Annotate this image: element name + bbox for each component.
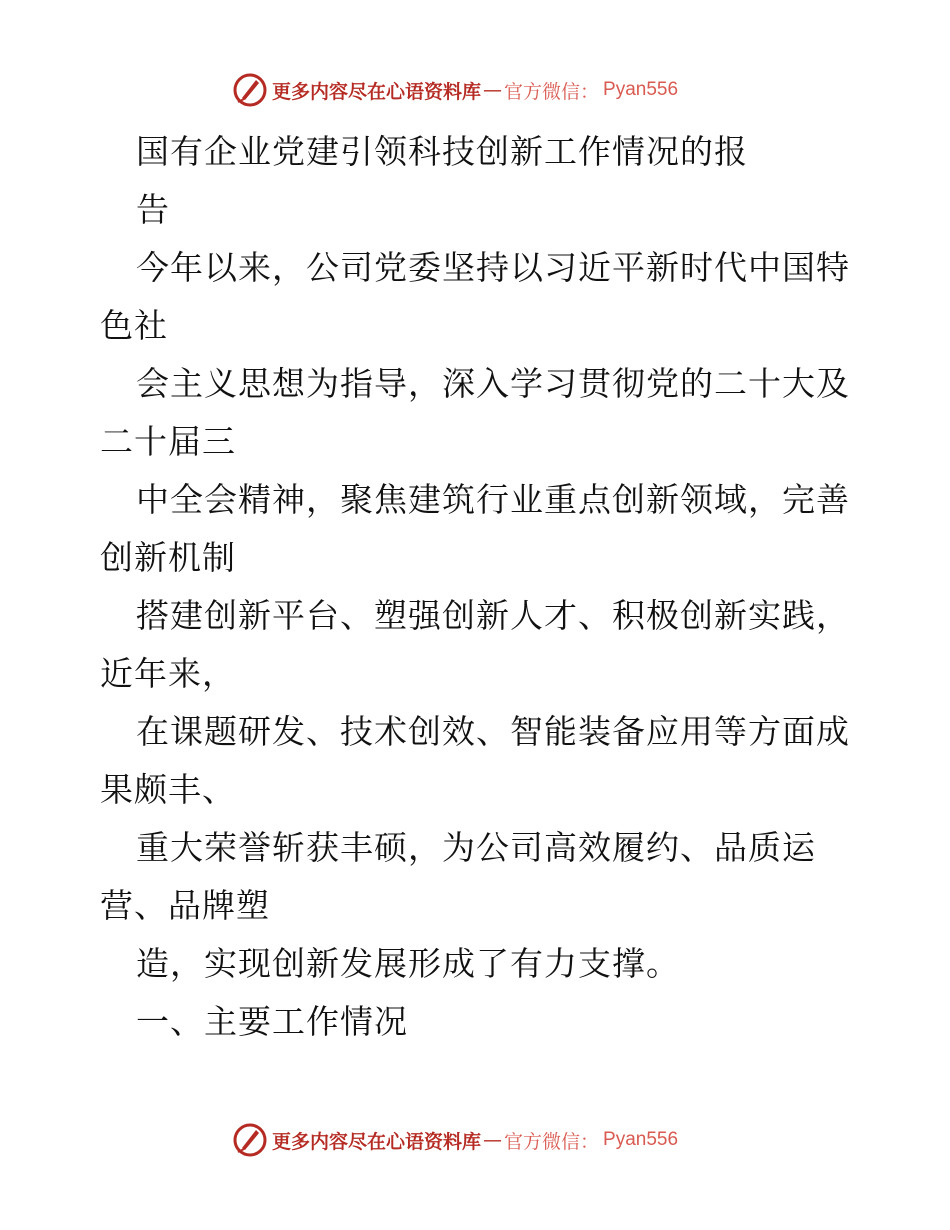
document-line: 近年来， — [100, 654, 236, 693]
document-line: 营、品牌塑 — [100, 886, 270, 925]
banner-wechat-id: Pyan556 — [603, 79, 679, 100]
document-line: 中全会精神，聚焦建筑行业重点创新领域，完善 — [136, 480, 850, 519]
document-line: 色社 — [100, 306, 168, 345]
banner-text: 更多内容尽在心语资料库 — [272, 80, 482, 103]
document-line: 二十届三 — [100, 422, 236, 461]
document-line: 一、主要工作情况 — [136, 1002, 408, 1041]
document-line: 在课题研发、技术创效、智能装备应用等方面成 — [136, 712, 850, 751]
banner-text: 更多内容尽在心语资料库 — [272, 1130, 482, 1153]
footer-watermark-banner — [232, 1120, 712, 1160]
banner-separator: — — [483, 1129, 503, 1151]
document-line: 重大荣誉斩获丰硕，为公司高效履约、品质运 — [136, 828, 816, 867]
banner-label: 官方微信： — [504, 80, 600, 103]
document-line: 创新机制 — [100, 538, 236, 577]
document-line: 果颇丰、 — [100, 770, 236, 809]
quill-seal-icon — [232, 1122, 268, 1158]
header-watermark-banner — [232, 70, 712, 110]
document-body — [100, 123, 860, 1051]
document-line: 造，实现创新发展形成了有力支撑。 — [136, 944, 680, 983]
document-line: 会主义思想为指导，深入学习贯彻党的二十大及 — [136, 364, 850, 403]
document-line: 国有企业党建引领科技创新工作情况的报 — [136, 132, 748, 171]
document-line: 告 — [136, 190, 170, 229]
banner-label: 官方微信： — [504, 1130, 600, 1153]
document-line: 搭建创新平台、塑强创新人才、积极创新实践， — [136, 596, 850, 635]
banner-separator: — — [483, 79, 503, 101]
quill-seal-icon — [232, 72, 268, 108]
banner-wechat-id: Pyan556 — [603, 1129, 679, 1150]
document-line: 今年以来，公司党委坚持以习近平新时代中国特 — [136, 248, 850, 287]
